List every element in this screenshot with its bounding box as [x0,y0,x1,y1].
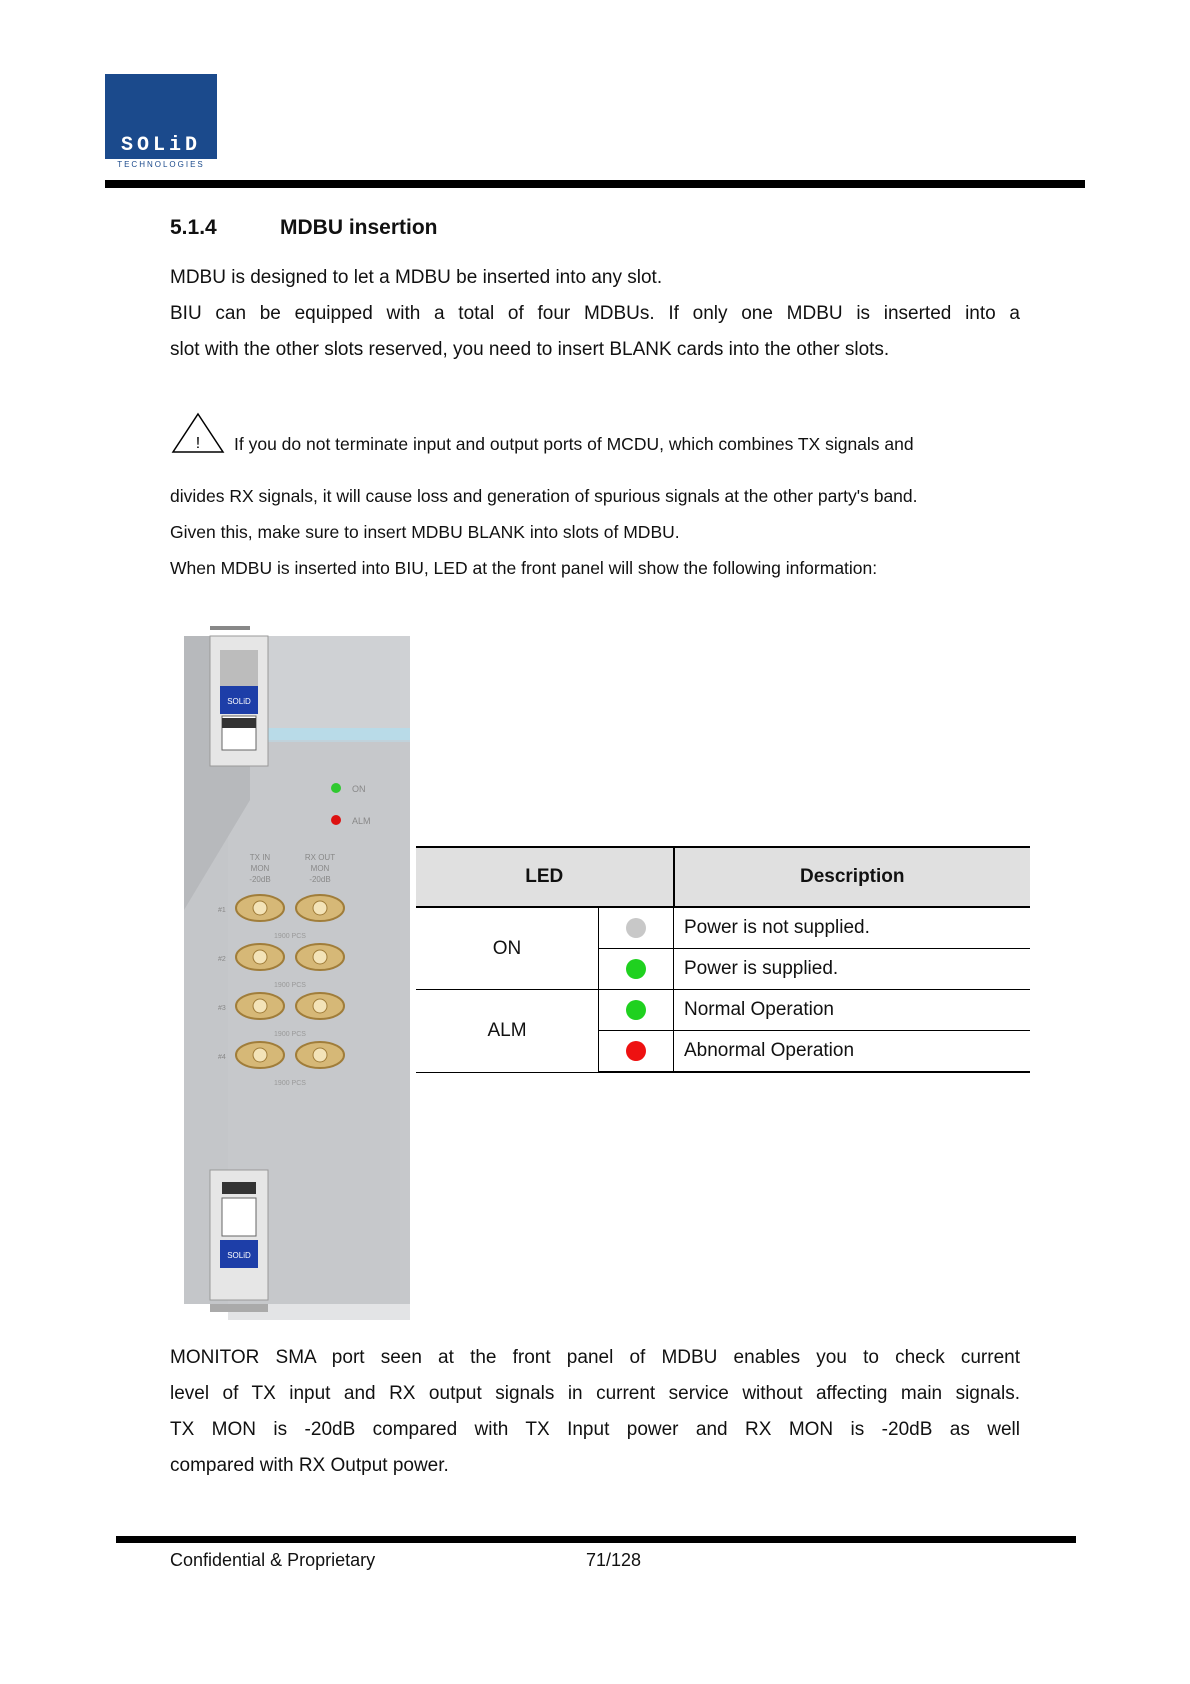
intro-paragraph-2-line-2: slot with the other slots reserved, you need to insert BLANK cards into the other slots. [170,339,890,360]
logo-wordmark: SOLiD [120,134,201,157]
footer-confidential: Confidential & Proprietary [170,1550,376,1570]
led-name-on: ON [416,907,599,990]
mdbu-module-image [180,620,412,1320]
led-description: Power is supplied. [674,949,1031,990]
caution-line-1: If you do not terminate input and output ports of MCDU, which combines TX signals and [234,434,914,454]
module-col2-line1: RX OUT [304,853,336,862]
table-row [416,990,1030,1031]
section-heading [170,216,438,240]
module-col1-line1: TX IN [249,853,271,862]
header-rule [105,180,1085,188]
led-indicator-gray [626,918,646,938]
monitor-line-4: compared with RX Output power. [170,1455,449,1476]
port-band-label-1: 1900 PCS [274,933,306,940]
port-row-label-4: #4 [218,1054,226,1061]
module-alm-label: ALM [352,816,371,826]
caution-line-3: Given this, make sure to insert MDBU BLANK into slots of MDBU. [170,522,680,542]
module-col1-line3: -20dB [249,875,271,884]
led-indicator-green [626,1000,646,1020]
intro-paragraph-1: MDBU is designed to let a MDBU be inserted into any slot. [170,267,663,288]
warning-triangle-icon [170,411,226,455]
led-name-alm: ALM [416,990,599,1073]
module-bottom-logo: SOLiD [227,1251,251,1260]
port-row-label-1: #1 [218,907,226,914]
intro-paragraph-2-line-1: BIU can be equipped with a total of four MDBUs. If only one MDBU is inserted into a [170,303,1020,324]
caution-line-2: divides RX signals, it will cause loss and generation of spurious signals at the other party's band. [170,486,918,506]
led-column-header: LED [416,847,674,907]
module-alm-led [331,815,341,825]
module-on-led [331,783,341,793]
led-indicator-red [626,1041,646,1061]
footer-rule [116,1536,1076,1543]
monitor-line-1: MONITOR SMA port seen at the front panel of MDBU enables you to check current [170,1347,1020,1368]
monitor-line-3: TX MON is -20dB compared with TX Input power and RX MON is -20dB as well [170,1419,1020,1440]
caution-line-4: When MDBU is inserted into BIU, LED at the front panel will show the following information: [170,558,878,578]
port-row-label-3: #3 [218,1005,226,1012]
module-col2-line3: -20dB [309,875,331,884]
module-col1-line2: MON [250,864,270,873]
port-band-label-4: 1900 PCS [274,1080,306,1087]
section-title: MDBU insertion [280,216,438,239]
section-number: 5.1.4 [170,216,217,239]
led-status-table [416,846,1030,1073]
module-col2-line2: MON [310,864,330,873]
led-table-header-row [416,847,1030,907]
port-row-label-2: #2 [218,956,226,963]
module-on-label: ON [352,784,366,794]
led-description: Power is not supplied. [674,907,1031,949]
monitor-line-2: level of TX input and RX output signals in current service without affecting main signals. [170,1383,1020,1404]
port-band-label-2: 1900 PCS [274,982,306,989]
table-row [416,907,1030,949]
led-indicator-green [626,959,646,979]
led-description: Normal Operation [674,990,1031,1031]
port-band-label-3: 1900 PCS [274,1031,306,1038]
company-logo [105,74,217,170]
warning-symbol: ! [195,435,201,452]
page-number: 71/128 [586,1550,642,1570]
module-top-logo: SOLiD [227,697,251,706]
logo-subtext: TECHNOLOGIES [105,159,217,170]
led-description: Abnormal Operation [674,1031,1031,1073]
description-column-header: Description [674,847,1031,907]
